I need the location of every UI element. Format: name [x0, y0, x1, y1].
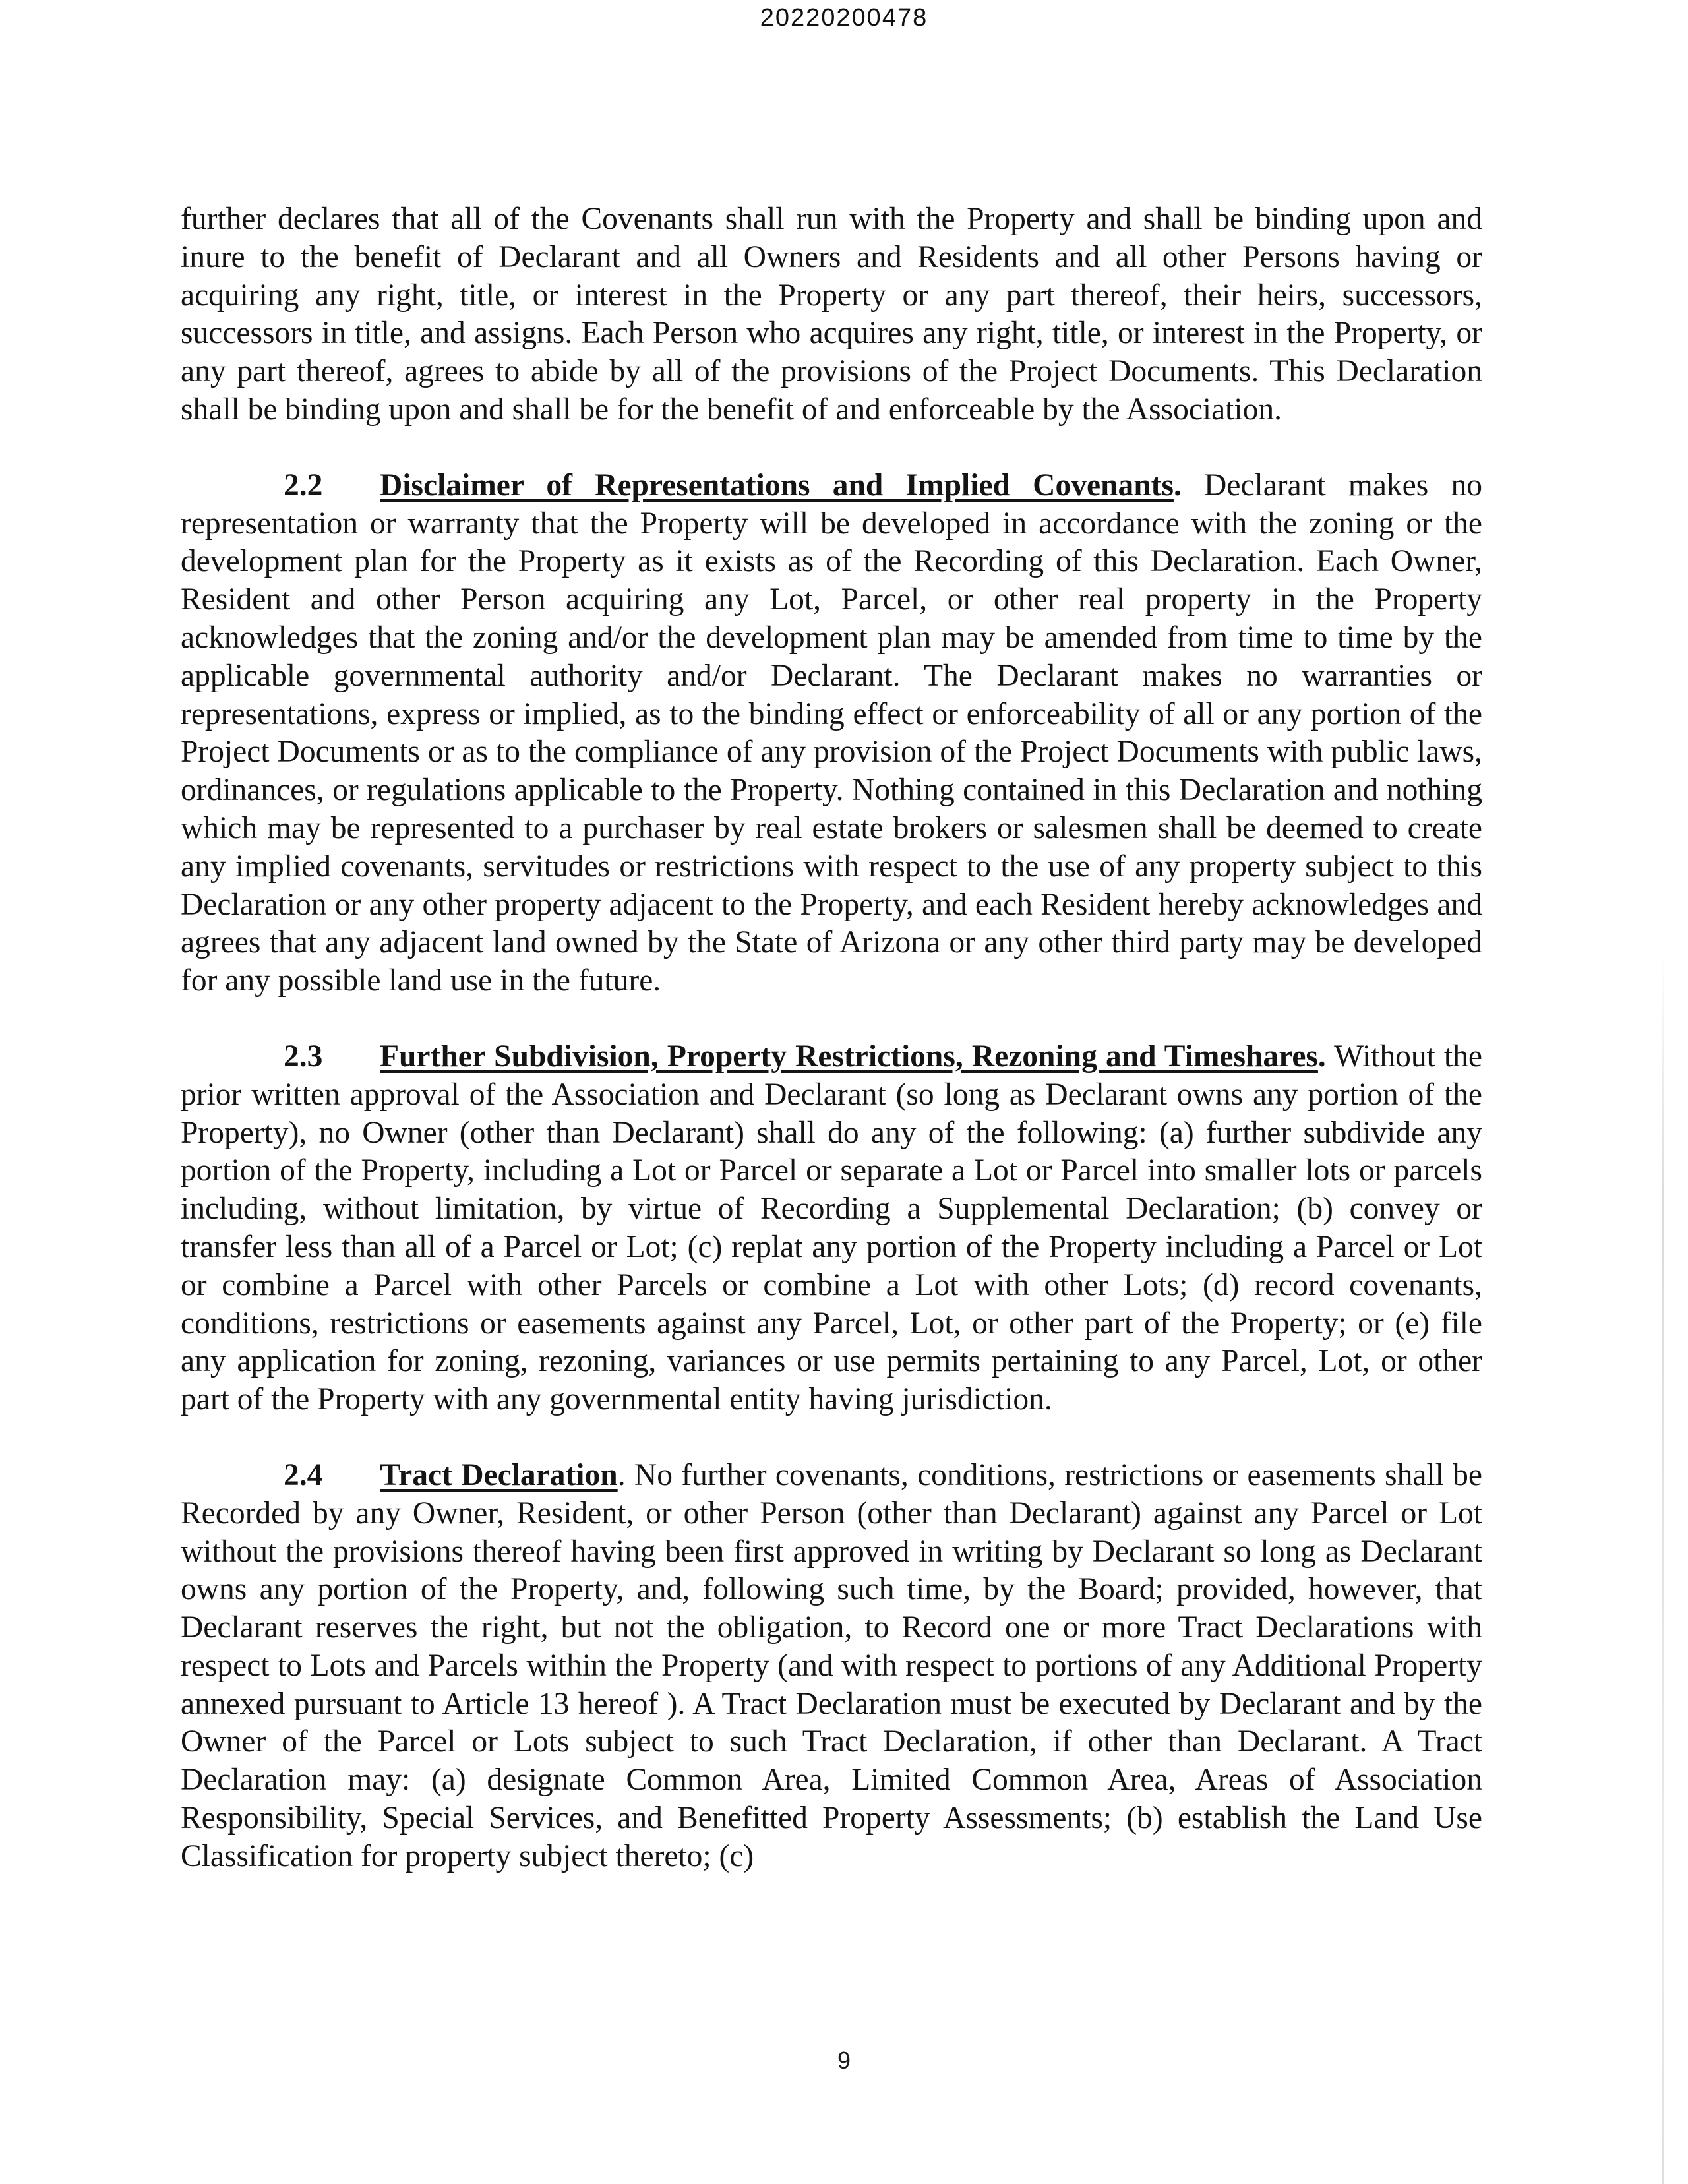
- page-number: 9: [837, 2047, 851, 2074]
- section-heading: Tract Declaration: [380, 1457, 618, 1492]
- section-number: 2.4: [284, 1457, 323, 1492]
- section-text: Without the prior written approval of the Association and Declarant (so long as Declarant owns any portion of the Property), no Owner (other than Declarant) shall do any of the following: (a) further subdivide any portion of the Property, including a Lot or Parcel or separate a Lot or Parcel into smaller lots or parcels including, without limitation, by virtue of Recording a Supplemental Declaration; (b) convey or transfer less than all of a Parcel or Lot; (c) replat any portion of the Property including a Parcel or Lot or combine a Parcel with other Parcels or combine a Lot with other Lots; (d) record covenants, conditions, restrictions or easements against any Parcel, Lot, or other part of the Property; or (e) file any application for zoning, rezoning, variances or use permits pertaining to any Parcel, Lot, or other part of the Property with any governmental entity having jurisdiction.: [181, 1039, 1482, 1417]
- section-2-3: [181, 1038, 1482, 1419]
- section-2-2: [181, 467, 1482, 1000]
- heading-period: .: [617, 1457, 626, 1492]
- document-body: [181, 200, 1482, 1876]
- section-heading: Disclaimer of Representations and Implied Covenants: [380, 468, 1174, 502]
- heading-period: .: [1173, 468, 1182, 502]
- heading-period: .: [1317, 1039, 1326, 1074]
- scan-edge-artifact: [1662, 950, 1664, 2184]
- section-heading: Further Subdivision, Property Restrictions, Rezoning and Timeshares: [380, 1039, 1318, 1074]
- recording-number: 20220200478: [760, 4, 928, 32]
- section-number: 2.3: [284, 1039, 323, 1074]
- section-number: 2.2: [284, 468, 323, 502]
- continuation-paragraph: further declares that all of the Covenants shall run with the Property and shall be binding upon and inure to the benefit of Declarant and all Owners and Residents and all other Persons having or acquiring any right, title, or interest in the Property or any part thereof, their heirs, successors, successors in title, and assigns. Each Person who acquires any right, title, or interest in the Property, or any part thereof, agrees to abide by all of the provisions of the Project Documents. This Declaration shall be binding upon and shall be for the benefit of and enforceable by the Association.: [181, 202, 1482, 427]
- section-text: Declarant makes no representation or warranty that the Property will be developed in accordance with the zoning or the development plan for the Property as it exists as of the Recording of this Declaration. Each Owner, Resident and other Person acquiring any Lot, Parcel, or other real property in the Property acknowledges that the zoning and/or the development plan may be amended from time to time by the applicable governmental authority and/or Declarant. The Declarant makes no warranties or representations, express or implied, as to the binding effect or enforceability of all or any portion of the Project Documents or as to the compliance of any provision of the Project Documents with public laws, ordinances, or regulations applicable to the Property. Nothing contained in this Declaration and nothing which may be represented to a purchaser by real estate brokers or salesmen shall be deemed to create any implied covenants, servitudes or restrictions with respect to the use of any property subject to this Declaration or any other property adjacent to the Property, and each Resident hereby acknowledges and agrees that any adjacent land owned by the State of Arizona or any other third party may be developed for any possible land use in the future.: [181, 468, 1482, 998]
- section-text: No further covenants, conditions, restrictions or easements shall be Recorded by any Owner, Resident, or other Person (other than Declarant) against any Parcel or Lot without the provisions thereof having been first approved in writing by Declarant so long as Declarant owns any portion of the Property, and, following such time, by the Board; provided, however, that Declarant reserves the right, but not the obligation, to Record one or more Tract Declarations with respect to Lots and Parcels within the Property (and with respect to portions of any Additional Property annexed pursuant to Article 13 hereof ). A Tract Declaration must be executed by Declarant and by the Owner of the Parcel or Lots subject to such Tract Declaration, if other than Declarant. A Tract Declaration may: (a) designate Common Area, Limited Common Area, Areas of Association Responsibility, Special Services, and Benefitted Property Assessments; (b) establish the Land Use Classification for property subject thereto; (c): [181, 1457, 1482, 1873]
- section-2-4: [181, 1457, 1482, 1876]
